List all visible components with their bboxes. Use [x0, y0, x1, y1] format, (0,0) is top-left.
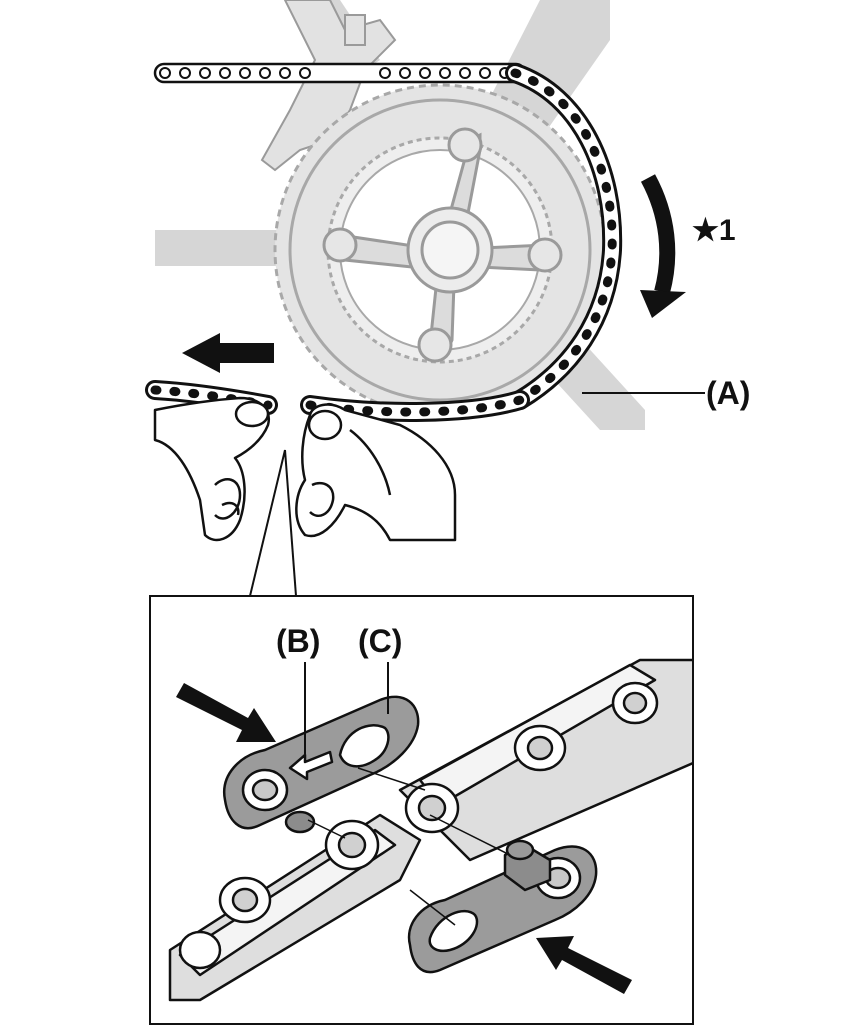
curved-arrow-down-icon: [640, 178, 686, 318]
label-c: (C): [358, 623, 403, 659]
arrow-left-icon: [182, 333, 274, 373]
left-hand: [155, 398, 269, 540]
zoom-pointer: [250, 450, 296, 596]
label-b: (B): [276, 623, 321, 659]
right-hand: [296, 405, 455, 540]
label-star-1: ★1: [692, 214, 736, 247]
label-a: (A): [706, 375, 751, 411]
